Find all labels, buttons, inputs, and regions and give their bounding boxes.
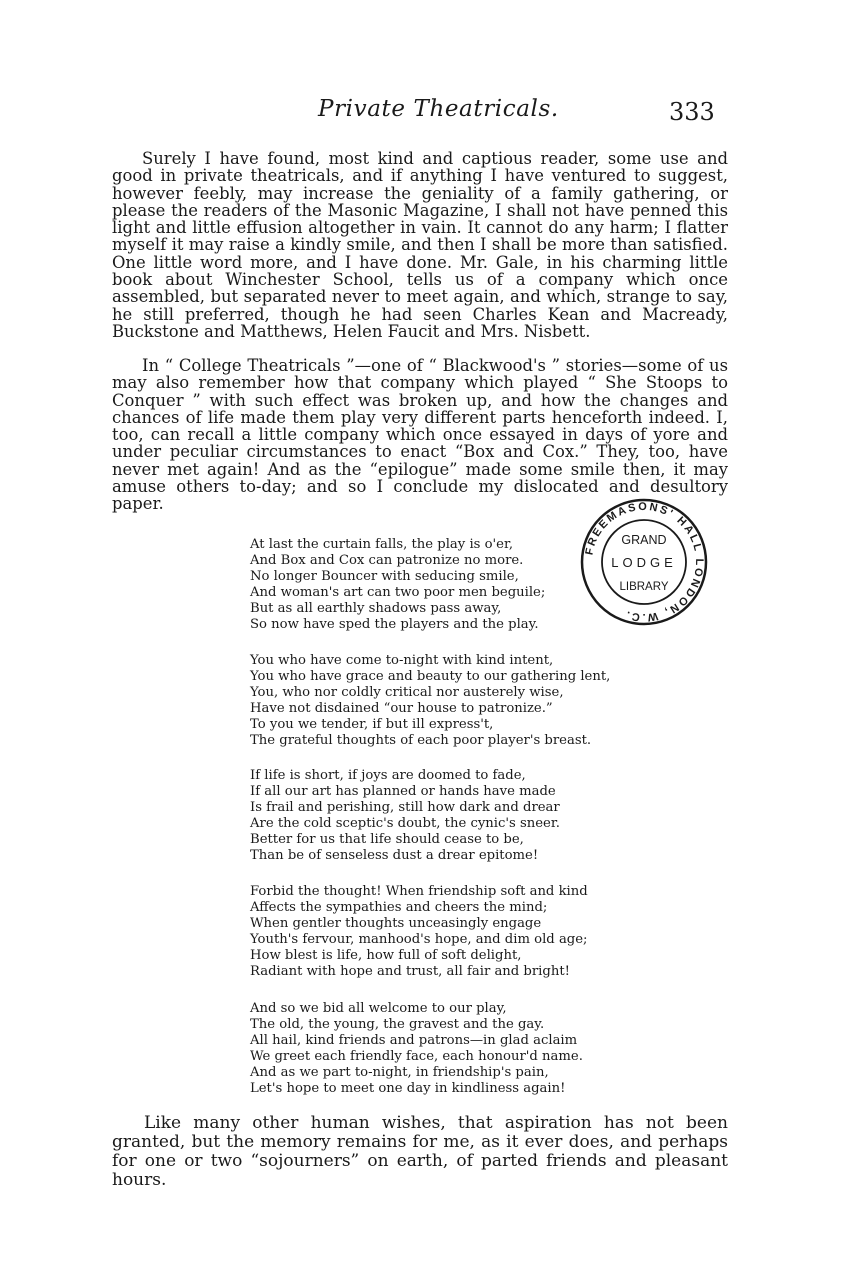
- poem-line: When gentler thoughts unceasingly engage: [250, 916, 542, 932]
- poem-line: How blest is life, how full of soft delight,: [250, 948, 522, 964]
- poem-line: And so we bid all welcome to our play,: [250, 1001, 507, 1016]
- poem-stanza-2: [250, 653, 610, 750]
- running-header-title: Private Theatricals.: [318, 96, 559, 122]
- poem-line: But as all earthly shadows pass away,: [250, 601, 502, 617]
- poem-line: And as we part to-night, in friendship's pain,: [250, 1065, 549, 1081]
- poem-stanza-3: [250, 768, 560, 865]
- poem-line: The grateful thoughts of each poor player's breast.: [250, 733, 592, 749]
- stamp-ring-text: FREEMASONS' HALL LONDON, W.C.: [583, 500, 706, 624]
- poem-line: You who have grace and beauty to our gathering lent,: [250, 669, 611, 685]
- poem-line: We greet each friendly face, each honour'd name.: [250, 1049, 583, 1065]
- poem-line: You, who nor coldly critical nor austerely wise,: [250, 685, 564, 701]
- poem-line: To you we tender, if but ill express't,: [250, 717, 494, 733]
- poem-stanza-4: [250, 884, 588, 981]
- poem-line: If life is short, if joys are doomed to fade,: [250, 768, 526, 783]
- paragraph-1: Surely I have found, most kind and captious reader, some use and good in private theatricals, and if anything I have ventured to suggest, however feebly, may increase the geniality of a family gathering, or please the readers of the Masonic Magazine, I shall not have penned this light and little effusion altogether in vain. It cannot do any harm; I flatter myself it may raise a kindly smile, and then I shall be more than satisfied. One little word more, and I have done. Mr. Gale, in his charming little book about Winchester School, tells us of a company which once assembled, but separated never to meet again, and which, strange to say, he still preferred, though he had seen Charles Kean and Macready, Buckstone and Matthews, Helen Faucit and Mrs. Nisbett.: [112, 149, 728, 341]
- stamp-line-3: LIBRARY: [619, 581, 669, 593]
- stamp-line-1: GRAND: [621, 533, 667, 547]
- poem-line: Is frail and perishing, still how dark and drear: [250, 800, 560, 816]
- poem-line: So now have sped the players and the play.: [250, 617, 539, 633]
- stamp-line-2: LODGE: [611, 555, 677, 570]
- poem-line: And Box and Cox can patronize no more.: [250, 553, 524, 569]
- poem-line: You who have come to-night with kind intent,: [250, 653, 554, 668]
- poem-line: No longer Bouncer with seducing smile,: [250, 569, 519, 585]
- poem-line: Better for us that life should cease to be,: [250, 832, 524, 848]
- paragraph-3: Like many other human wishes, that aspiration has not been granted, but the memory remains for me, as it ever does, and perhaps for one or two “sojourners” on earth, of parted friends and pleasant hours.: [112, 1113, 728, 1190]
- poem-line: At last the curtain falls, the play is o'er,: [250, 537, 514, 552]
- poem-line: All hail, kind friends and patrons—in glad aclaim: [250, 1033, 578, 1049]
- page-number: 333: [669, 98, 715, 126]
- poem-stanza-1: [250, 537, 545, 634]
- poem-line: Affects the sympathies and cheers the mind;: [250, 900, 548, 916]
- poem-line: Than be of senseless dust a drear epitome!: [250, 848, 539, 864]
- paragraph-2: In “ College Theatricals ”—one of “ Blackwood's ” stories—some of us may also remember how that company which played “ She Stoops to Conquer ” with such effect was broken up, and how the changes and chances of life made them play very different parts henceforth indeed. I, too, can recall a little company which once essayed in days of yore and under peculiar circumstances to enact “Box and Cox.” They, too, have never met again! And as the “epilogue” made some smile then, it may amuse others to-day; and so I conclude my dislocated and desultory paper.: [112, 356, 728, 514]
- poem-line: And woman's art can two poor men beguile;: [250, 585, 546, 601]
- poem-line: The old, the young, the gravest and the gay.: [250, 1017, 545, 1033]
- library-stamp-icon: [576, 494, 712, 630]
- poem-line: If all our art has planned or hands have made: [250, 784, 556, 800]
- poem-line: Are the cold sceptic's doubt, the cynic's sneer.: [250, 816, 560, 832]
- poem-line: Forbid the thought! When friendship soft and kind: [250, 884, 588, 899]
- poem-stanza-5: [250, 1001, 583, 1098]
- poem-line: Youth's fervour, manhood's hope, and dim old age;: [250, 932, 588, 948]
- poem-line: Let's hope to meet one day in kindliness again!: [250, 1081, 566, 1097]
- poem-line: Have not disdained “our house to patronize.”: [250, 701, 553, 717]
- poem-line: Radiant with hope and trust, all fair and bright!: [250, 964, 570, 980]
